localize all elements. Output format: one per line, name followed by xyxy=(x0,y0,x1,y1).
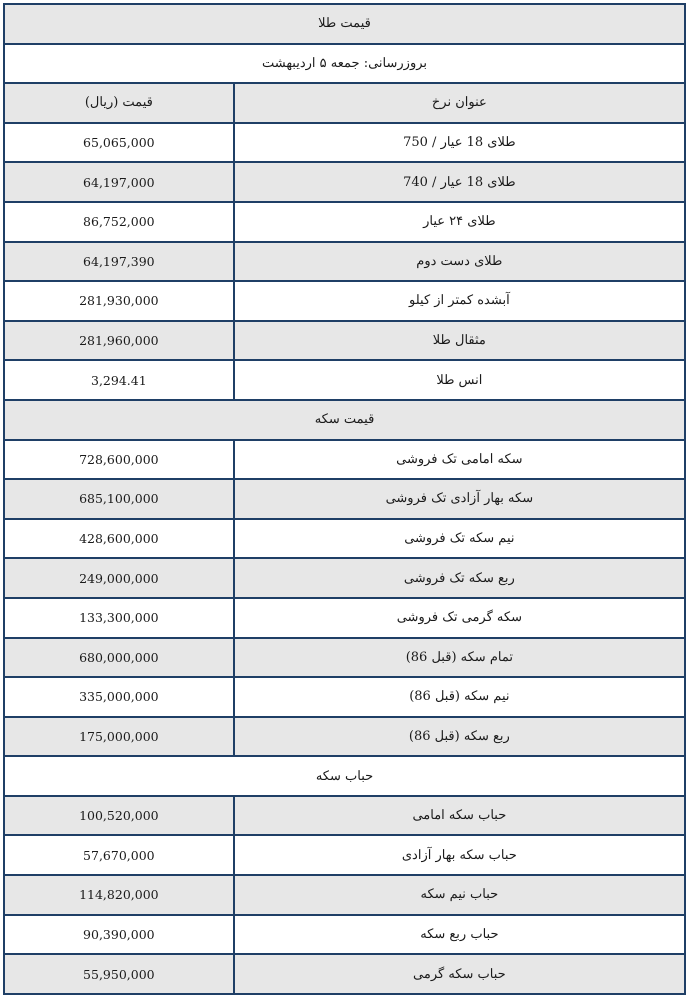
rate-price: 133,300,000 xyxy=(4,598,234,638)
table-row xyxy=(4,915,685,955)
rate-price: 64,197,390 xyxy=(4,242,234,282)
gold-section-title: قیمت طلا xyxy=(4,4,685,44)
rate-name: حباب سکه بهار آزادی xyxy=(234,835,685,875)
rate-name: حباب ربع سکه xyxy=(234,915,685,955)
rate-name: انس طلا xyxy=(234,360,685,400)
rate-price: 57,670,000 xyxy=(4,835,234,875)
rate-name: ربع سکه (قبل 86) xyxy=(234,717,685,757)
rate-name: طلای 18 عیار / 740 xyxy=(234,162,685,202)
rate-price: 680,000,000 xyxy=(4,638,234,678)
update-date: بروزرسانی: جمعه ۵ اردیبهشت xyxy=(4,44,685,84)
rate-name: ربع سکه تک فروشی xyxy=(234,558,685,598)
table-row xyxy=(4,479,685,519)
rate-name: طلای ۲۴ عیار xyxy=(234,202,685,242)
rate-price: 114,820,000 xyxy=(4,875,234,915)
coin-section-header xyxy=(4,400,685,440)
table-row xyxy=(4,321,685,361)
table-row xyxy=(4,638,685,678)
price-table xyxy=(3,3,686,995)
table-row xyxy=(4,954,685,994)
bubble-section-title: حباب سکه xyxy=(4,756,685,796)
table-row xyxy=(4,717,685,757)
rate-price: 281,930,000 xyxy=(4,281,234,321)
table-row xyxy=(4,281,685,321)
table-row xyxy=(4,558,685,598)
table-row xyxy=(4,440,685,480)
table-row xyxy=(4,677,685,717)
table-row xyxy=(4,242,685,282)
column-header-price: قیمت (ریال) xyxy=(4,83,234,123)
table-row xyxy=(4,162,685,202)
update-row xyxy=(4,44,685,84)
rate-name: تمام سکه (قبل 86) xyxy=(234,638,685,678)
column-header-name: عنوان نرخ xyxy=(234,83,685,123)
rate-name: سکه گرمی تک فروشی xyxy=(234,598,685,638)
rate-price: 55,950,000 xyxy=(4,954,234,994)
table-row xyxy=(4,202,685,242)
rate-name: سکه بهار آزادی تک فروشی xyxy=(234,479,685,519)
table-row xyxy=(4,519,685,559)
rate-name: آبشده کمتر از کیلو xyxy=(234,281,685,321)
rate-name: طلای 18 عیار / 750 xyxy=(234,123,685,163)
table-row xyxy=(4,598,685,638)
gold-section-header xyxy=(4,4,685,44)
rate-price: 428,600,000 xyxy=(4,519,234,559)
rate-price: 100,520,000 xyxy=(4,796,234,836)
rate-name: حباب سکه گرمی xyxy=(234,954,685,994)
table-row xyxy=(4,875,685,915)
table-row xyxy=(4,796,685,836)
table-row xyxy=(4,123,685,163)
column-header-row xyxy=(4,83,685,123)
rate-price: 90,390,000 xyxy=(4,915,234,955)
rate-price: 64,197,000 xyxy=(4,162,234,202)
rate-price: 249,000,000 xyxy=(4,558,234,598)
rate-name: سکه امامی تک فروشی xyxy=(234,440,685,480)
bubble-section-header xyxy=(4,756,685,796)
table-row xyxy=(4,835,685,875)
rate-name: طلای دست دوم xyxy=(234,242,685,282)
rate-price: 175,000,000 xyxy=(4,717,234,757)
rate-name: نیم سکه تک فروشی xyxy=(234,519,685,559)
rate-price: 281,960,000 xyxy=(4,321,234,361)
rate-price: 86,752,000 xyxy=(4,202,234,242)
rate-price: 728,600,000 xyxy=(4,440,234,480)
coin-section-title: قیمت سکه xyxy=(4,400,685,440)
rate-price: 65,065,000 xyxy=(4,123,234,163)
rate-name: نیم سکه (قبل 86) xyxy=(234,677,685,717)
price-table-container xyxy=(3,3,686,995)
rate-price: 335,000,000 xyxy=(4,677,234,717)
rate-name: حباب نیم سکه xyxy=(234,875,685,915)
rate-price: 3,294.41 xyxy=(4,360,234,400)
rate-price: 685,100,000 xyxy=(4,479,234,519)
rate-name: مثقال طلا xyxy=(234,321,685,361)
table-row xyxy=(4,360,685,400)
rate-name: حباب سکه امامی xyxy=(234,796,685,836)
